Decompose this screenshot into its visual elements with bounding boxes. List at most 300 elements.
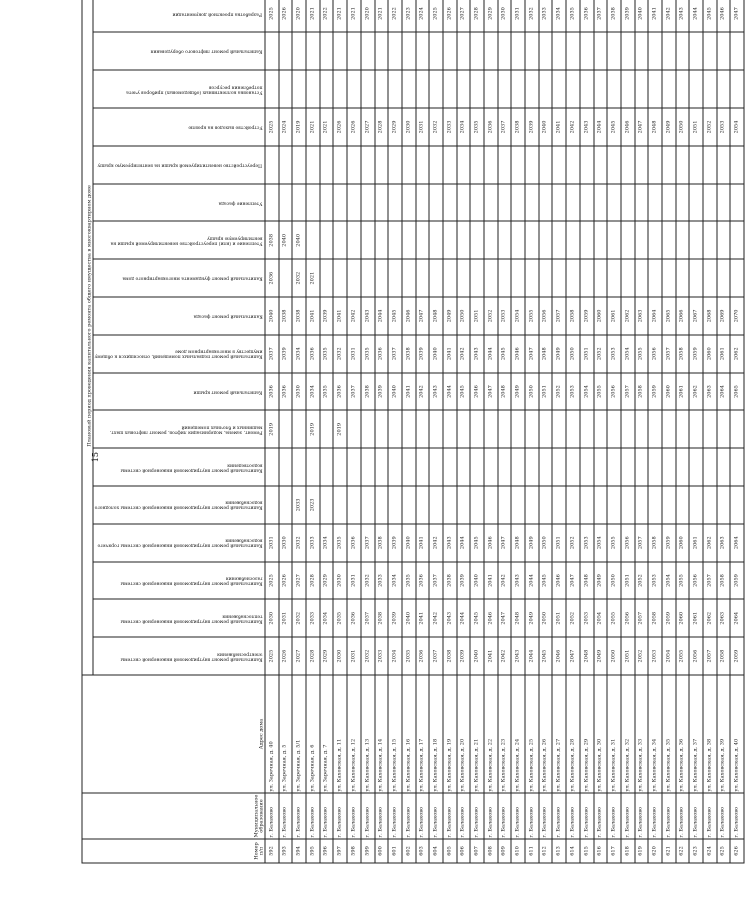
- row-year-cell: 2029: [388, 108, 402, 146]
- row-year-cell: 2057: [703, 562, 717, 600]
- row-year-cell: 2049: [594, 637, 608, 675]
- row-year-cell: [703, 410, 717, 448]
- row-year-cell: 2036: [279, 373, 293, 411]
- row-year-cell: 2029: [320, 637, 334, 675]
- row-year-cell: 2052: [566, 599, 580, 637]
- row-year-cell: [306, 146, 320, 184]
- table-row: [333, 0, 347, 863]
- row-number-cell: 593: [279, 839, 293, 863]
- row-year-cell: [265, 70, 279, 108]
- row-year-cell: 2046: [552, 637, 566, 675]
- row-year-cell: [511, 410, 525, 448]
- row-year-cell: 2026: [279, 562, 293, 600]
- row-year-cell: 2033: [375, 637, 389, 675]
- row-year-cell: [717, 486, 731, 524]
- row-year-cell: 2031: [511, 0, 525, 32]
- row-year-cell: 2063: [717, 524, 731, 562]
- row-year-cell: [429, 70, 443, 108]
- row-year-cell: [484, 146, 498, 184]
- row-year-cell: 2040: [265, 297, 279, 335]
- row-year-cell: [484, 184, 498, 222]
- row-year-cell: 2043: [676, 0, 690, 32]
- row-year-cell: [621, 259, 635, 297]
- row-address-cell: ул. Каховская, д. 35: [662, 675, 676, 793]
- row-year-cell: 2037: [388, 335, 402, 373]
- row-year-cell: 2038: [265, 221, 279, 259]
- row-year-cell: 2043: [361, 297, 375, 335]
- row-year-cell: [292, 410, 306, 448]
- work-column-header: [93, 0, 265, 32]
- row-address-cell: ул. Каховская, д. 30: [594, 675, 608, 793]
- col-muni-header: Муниципальное образование: [82, 793, 265, 839]
- row-year-cell: 2050: [457, 297, 471, 335]
- row-year-cell: [552, 221, 566, 259]
- row-address-cell: ул. Каховская, д. 38: [703, 675, 717, 793]
- row-year-cell: [333, 448, 347, 486]
- row-year-cell: [457, 486, 471, 524]
- row-year-cell: 2057: [703, 637, 717, 675]
- row-year-cell: [333, 259, 347, 297]
- row-year-cell: 2055: [607, 599, 621, 637]
- row-year-cell: 2038: [375, 599, 389, 637]
- row-year-cell: 2062: [703, 524, 717, 562]
- row-year-cell: [361, 448, 375, 486]
- row-address-cell: ул. Каховская, д. 26: [539, 675, 553, 793]
- row-year-cell: 2025: [429, 0, 443, 32]
- row-year-cell: 2028: [306, 637, 320, 675]
- row-muni-cell: г. Балаково: [594, 793, 608, 839]
- row-year-cell: 2039: [388, 524, 402, 562]
- row-year-cell: [566, 146, 580, 184]
- row-number-cell: 626: [730, 839, 744, 863]
- row-address-cell: ул. Каховская, д. 33: [635, 675, 649, 793]
- row-year-cell: [717, 221, 731, 259]
- row-number-cell: 598: [347, 839, 361, 863]
- table-row: [703, 0, 717, 863]
- row-year-cell: 2040: [470, 637, 484, 675]
- row-year-cell: [470, 70, 484, 108]
- row-year-cell: [703, 146, 717, 184]
- row-year-cell: [621, 448, 635, 486]
- row-year-cell: [429, 221, 443, 259]
- row-year-cell: 2046: [717, 0, 731, 32]
- row-year-cell: [361, 184, 375, 222]
- row-year-cell: [566, 70, 580, 108]
- row-year-cell: [594, 32, 608, 70]
- row-year-cell: [320, 410, 334, 448]
- row-year-cell: 2045: [607, 108, 621, 146]
- row-year-cell: 2031: [265, 524, 279, 562]
- row-year-cell: [306, 70, 320, 108]
- row-year-cell: [457, 184, 471, 222]
- row-year-cell: [511, 448, 525, 486]
- row-year-cell: [388, 221, 402, 259]
- work-column-label: Капитальный ремонт внутридомовой инженерной системы электроснабжения: [120, 651, 263, 662]
- row-muni-cell: г. Балаково: [525, 793, 539, 839]
- row-year-cell: [498, 32, 512, 70]
- row-year-cell: [333, 32, 347, 70]
- row-year-cell: 2042: [416, 373, 430, 411]
- row-year-cell: [662, 70, 676, 108]
- row-year-cell: [689, 70, 703, 108]
- row-year-cell: [511, 259, 525, 297]
- row-year-cell: 2049: [552, 335, 566, 373]
- row-year-cell: [594, 486, 608, 524]
- row-year-cell: 2059: [730, 562, 744, 600]
- row-year-cell: 2040: [539, 108, 553, 146]
- row-year-cell: [333, 221, 347, 259]
- row-year-cell: 2040: [429, 335, 443, 373]
- row-year-cell: [689, 448, 703, 486]
- row-year-cell: 2034: [552, 0, 566, 32]
- row-number-cell: 616: [594, 839, 608, 863]
- row-year-cell: 2032: [292, 259, 306, 297]
- row-address-cell: ул. Каховская, д. 29: [580, 675, 594, 793]
- row-year-cell: 2037: [361, 524, 375, 562]
- row-year-cell: [580, 70, 594, 108]
- row-year-cell: 2050: [539, 599, 553, 637]
- row-year-cell: [717, 184, 731, 222]
- row-year-cell: 2061: [607, 297, 621, 335]
- table-row: [662, 0, 676, 863]
- row-number-cell: 605: [443, 839, 457, 863]
- row-year-cell: [580, 259, 594, 297]
- row-year-cell: [580, 184, 594, 222]
- row-year-cell: 2047: [525, 335, 539, 373]
- row-year-cell: [361, 486, 375, 524]
- row-year-cell: 2034: [388, 562, 402, 600]
- row-year-cell: [703, 259, 717, 297]
- row-year-cell: [457, 221, 471, 259]
- row-year-cell: 2020: [361, 0, 375, 32]
- table-row: [552, 0, 566, 863]
- row-year-cell: [730, 259, 744, 297]
- row-year-cell: 2035: [320, 335, 334, 373]
- row-year-cell: [416, 32, 430, 70]
- row-year-cell: 2058: [717, 637, 731, 675]
- row-year-cell: 2038: [279, 297, 293, 335]
- row-muni-cell: г. Балаково: [539, 793, 553, 839]
- work-column-label: Капитальный ремонт фундамента многоквартирного дома: [122, 275, 263, 281]
- row-year-cell: 2036: [265, 373, 279, 411]
- row-year-cell: [320, 32, 334, 70]
- row-year-cell: 2037: [498, 108, 512, 146]
- row-year-cell: [265, 146, 279, 184]
- row-year-cell: 2049: [525, 524, 539, 562]
- row-muni-cell: г. Балаково: [635, 793, 649, 839]
- row-year-cell: [333, 184, 347, 222]
- row-number-cell: 606: [457, 839, 471, 863]
- row-address-cell: ул. Заречная, д. 40: [265, 675, 279, 793]
- row-address-cell: ул. Каховская, д. 39: [717, 675, 731, 793]
- row-year-cell: 2044: [525, 637, 539, 675]
- work-column-header: [93, 146, 265, 184]
- row-year-cell: [416, 221, 430, 259]
- row-year-cell: [594, 259, 608, 297]
- row-year-cell: 2030: [333, 637, 347, 675]
- table-row: [594, 0, 608, 863]
- row-year-cell: 2062: [621, 297, 635, 335]
- row-year-cell: 2024: [416, 0, 430, 32]
- row-year-cell: 2034: [320, 599, 334, 637]
- row-year-cell: 2057: [635, 599, 649, 637]
- table-row: [717, 0, 731, 863]
- row-address-cell: ул. Заречная, д. 6: [306, 675, 320, 793]
- row-year-cell: [361, 221, 375, 259]
- row-year-cell: [539, 448, 553, 486]
- work-column-label: Капитальный ремонт внутридомовой инженерной системы газоснабжения: [120, 575, 263, 586]
- row-year-cell: [552, 146, 566, 184]
- row-address-cell: ул. Каховская, д. 20: [457, 675, 471, 793]
- row-year-cell: 2036: [333, 373, 347, 411]
- row-year-cell: 2061: [717, 335, 731, 373]
- row-year-cell: [689, 146, 703, 184]
- row-year-cell: 2035: [470, 108, 484, 146]
- row-year-cell: 2051: [552, 524, 566, 562]
- row-year-cell: [552, 259, 566, 297]
- row-year-cell: 2062: [703, 599, 717, 637]
- row-year-cell: [306, 184, 320, 222]
- row-year-cell: [361, 70, 375, 108]
- row-year-cell: [279, 70, 293, 108]
- row-year-cell: [648, 410, 662, 448]
- row-year-cell: [279, 146, 293, 184]
- work-column-header: [93, 637, 265, 675]
- row-year-cell: 2053: [607, 335, 621, 373]
- row-year-cell: 2056: [689, 637, 703, 675]
- row-year-cell: 2034: [292, 335, 306, 373]
- row-year-cell: [676, 486, 690, 524]
- row-number-cell: 595: [306, 839, 320, 863]
- row-year-cell: 2021: [333, 0, 347, 32]
- row-muni-cell: г. Балаково: [265, 793, 279, 839]
- row-year-cell: [689, 184, 703, 222]
- row-year-cell: 2027: [361, 108, 375, 146]
- table-row: [265, 0, 279, 863]
- row-year-cell: 2046: [552, 562, 566, 600]
- row-year-cell: [511, 146, 525, 184]
- row-year-cell: 2027: [292, 562, 306, 600]
- row-year-cell: 2045: [470, 599, 484, 637]
- row-year-cell: 2042: [457, 335, 471, 373]
- row-year-cell: [648, 448, 662, 486]
- work-column-label: Ремонт, замена, модернизация лифтов, ремонт лифтовых шахт, машинных и блочных помещений: [109, 424, 263, 435]
- work-column-header: [93, 108, 265, 146]
- row-year-cell: 2050: [525, 373, 539, 411]
- table-row: [416, 0, 430, 863]
- row-year-cell: 2024: [279, 108, 293, 146]
- row-year-cell: 2021: [347, 0, 361, 32]
- row-year-cell: [443, 221, 457, 259]
- row-year-cell: 2062: [730, 335, 744, 373]
- row-year-cell: 2056: [689, 562, 703, 600]
- work-column-header: [93, 32, 265, 70]
- row-year-cell: [375, 32, 389, 70]
- row-year-cell: [320, 259, 334, 297]
- row-year-cell: [484, 259, 498, 297]
- row-year-cell: [580, 32, 594, 70]
- row-year-cell: [443, 32, 457, 70]
- col-address-header: Адрес дома: [82, 675, 265, 793]
- row-year-cell: 2048: [498, 373, 512, 411]
- row-year-cell: [594, 410, 608, 448]
- row-year-cell: [635, 221, 649, 259]
- row-number-cell: 612: [539, 839, 553, 863]
- row-year-cell: 2037: [429, 562, 443, 600]
- row-year-cell: [320, 221, 334, 259]
- row-year-cell: 2040: [279, 221, 293, 259]
- row-year-cell: [676, 410, 690, 448]
- row-year-cell: 2035: [361, 335, 375, 373]
- row-year-cell: [443, 410, 457, 448]
- row-year-cell: 2032: [292, 599, 306, 637]
- row-year-cell: [717, 70, 731, 108]
- row-year-cell: 2054: [621, 335, 635, 373]
- row-year-cell: 2053: [648, 562, 662, 600]
- row-year-cell: [429, 259, 443, 297]
- row-year-cell: [429, 486, 443, 524]
- row-year-cell: 2046: [511, 335, 525, 373]
- row-year-cell: 2030: [498, 0, 512, 32]
- row-year-cell: [498, 184, 512, 222]
- row-year-cell: 2036: [580, 0, 594, 32]
- row-year-cell: [443, 259, 457, 297]
- row-muni-cell: г. Балаково: [292, 793, 306, 839]
- row-year-cell: [730, 32, 744, 70]
- row-year-cell: [470, 259, 484, 297]
- row-year-cell: [292, 70, 306, 108]
- row-year-cell: 2038: [607, 0, 621, 32]
- row-number-cell: 625: [717, 839, 731, 863]
- row-year-cell: [676, 32, 690, 70]
- row-address-cell: ул. Каховская, д. 22: [484, 675, 498, 793]
- row-year-cell: [717, 32, 731, 70]
- row-year-cell: 2060: [662, 373, 676, 411]
- table-row: [607, 0, 621, 863]
- row-year-cell: 2030: [333, 562, 347, 600]
- row-year-cell: 2042: [429, 524, 443, 562]
- row-year-cell: [416, 70, 430, 108]
- row-year-cell: [607, 486, 621, 524]
- row-year-cell: [333, 70, 347, 108]
- row-number-cell: 607: [470, 839, 484, 863]
- table-row: [292, 0, 306, 863]
- row-year-cell: [648, 32, 662, 70]
- row-year-cell: [525, 486, 539, 524]
- row-address-cell: ул. Каховская, д. 28: [566, 675, 580, 793]
- row-year-cell: 2055: [635, 335, 649, 373]
- row-address-cell: ул. Каховская, д. 14: [375, 675, 389, 793]
- row-year-cell: 2039: [279, 335, 293, 373]
- row-year-cell: [498, 221, 512, 259]
- row-year-cell: [388, 410, 402, 448]
- row-year-cell: [552, 410, 566, 448]
- row-year-cell: [347, 486, 361, 524]
- row-number-cell: 594: [292, 839, 306, 863]
- row-year-cell: [635, 184, 649, 222]
- row-address-cell: ул. Каховская, д. 15: [388, 675, 402, 793]
- row-year-cell: 2051: [539, 373, 553, 411]
- row-year-cell: 2036: [347, 524, 361, 562]
- work-column-label: Капитальный ремонт подвальных помещений, относящихся к общему имуществу в многоквартирном доме: [94, 348, 263, 359]
- row-year-cell: [457, 259, 471, 297]
- row-year-cell: 2047: [484, 373, 498, 411]
- row-address-cell: ул. Каховская, д. 11: [333, 675, 347, 793]
- row-year-cell: [621, 410, 635, 448]
- row-year-cell: [635, 448, 649, 486]
- row-year-cell: [361, 32, 375, 70]
- row-year-cell: 2049: [525, 599, 539, 637]
- row-year-cell: [703, 486, 717, 524]
- row-year-cell: [375, 146, 389, 184]
- row-year-cell: 2037: [347, 373, 361, 411]
- row-address-cell: ул. Каховская, д. 31: [607, 675, 621, 793]
- row-muni-cell: г. Балаково: [717, 793, 731, 839]
- row-year-cell: 2041: [416, 599, 430, 637]
- table-row: [648, 0, 662, 863]
- table-row: [539, 0, 553, 863]
- row-year-cell: [443, 184, 457, 222]
- row-year-cell: 2025: [265, 637, 279, 675]
- row-year-cell: [279, 184, 293, 222]
- row-year-cell: 2051: [580, 335, 594, 373]
- row-year-cell: [265, 486, 279, 524]
- row-year-cell: 2047: [566, 637, 580, 675]
- table-row: [525, 0, 539, 863]
- row-year-cell: [511, 221, 525, 259]
- table-row: [443, 0, 457, 863]
- row-year-cell: 2042: [566, 108, 580, 146]
- row-year-cell: [320, 184, 334, 222]
- row-year-cell: [566, 32, 580, 70]
- row-year-cell: [498, 259, 512, 297]
- row-address-cell: ул. Каховская, д. 18: [429, 675, 443, 793]
- table-row: [511, 0, 525, 863]
- row-year-cell: [292, 448, 306, 486]
- row-year-cell: [320, 146, 334, 184]
- row-year-cell: [539, 70, 553, 108]
- row-year-cell: 2059: [648, 373, 662, 411]
- table-body: [265, 0, 744, 863]
- row-number-cell: 617: [607, 839, 621, 863]
- row-year-cell: 2052: [566, 524, 580, 562]
- row-year-cell: 2063: [635, 297, 649, 335]
- row-year-cell: [703, 221, 717, 259]
- row-year-cell: [621, 486, 635, 524]
- work-column-header: [93, 259, 265, 297]
- row-year-cell: 2055: [594, 373, 608, 411]
- work-column-label: Установка коллективных (общедомовых) приборов учета потребления ресурсов: [126, 84, 263, 95]
- row-year-cell: 2047: [498, 599, 512, 637]
- row-year-cell: 2047: [730, 0, 744, 32]
- row-year-cell: [689, 486, 703, 524]
- row-year-cell: [416, 486, 430, 524]
- row-year-cell: [525, 146, 539, 184]
- row-year-cell: 2047: [416, 297, 430, 335]
- row-year-cell: [580, 486, 594, 524]
- table-row: [375, 0, 389, 863]
- row-year-cell: 2050: [566, 335, 580, 373]
- row-year-cell: 2049: [443, 297, 457, 335]
- row-year-cell: [621, 184, 635, 222]
- row-year-cell: [525, 70, 539, 108]
- table-row: [580, 0, 594, 863]
- row-year-cell: [347, 221, 361, 259]
- row-year-cell: [676, 184, 690, 222]
- row-year-cell: [689, 32, 703, 70]
- row-year-cell: [347, 410, 361, 448]
- row-year-cell: [402, 184, 416, 222]
